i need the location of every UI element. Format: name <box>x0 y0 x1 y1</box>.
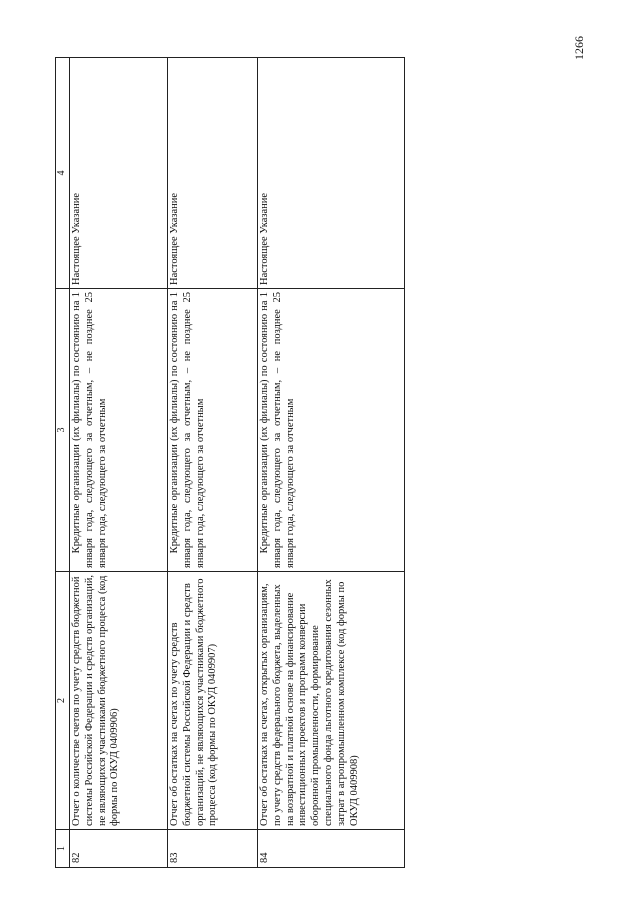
table-row <box>168 58 258 868</box>
report-title: Отчет об остатках на счетах, открытых организациям, по учету средств федерального бюджета, выделенных на возвратной и платной основе на финансирование инвестиционных проектов и программ конверсии оборонной промышленности, формирование специального фонда льготного кредитования сезонных затрат в агропромышленном комплексе (код формы по ОКУД 0409908) <box>258 572 405 830</box>
reporting-forms-table <box>55 57 405 868</box>
report-basis: Настоящее Указание <box>168 58 258 289</box>
report-terms: Кредитные организации (их филиалы) по состоянию на 1 января года, следующего за отчетным, – не позднее 25 января года, следующего за отчетным <box>70 289 168 572</box>
column-header-4: 4 <box>56 58 70 289</box>
table-row <box>70 58 168 868</box>
page-number: 1266 <box>572 36 586 60</box>
report-basis: Настоящее Указание <box>70 58 168 289</box>
report-terms: Кредитные организации (их филиалы) по состоянию на 1 января года, следующего за отчетным, – не позднее 25 января года, следующего за отчетным <box>258 289 405 572</box>
report-title: Отчет о количестве счетов по учету средств бюджетной системы Российской Федерации и средств организаций, не являющихся участниками бюджетного процесса (код формы по ОКУД 0409906) <box>70 572 168 830</box>
column-header-3: 3 <box>56 289 70 572</box>
column-header-2: 2 <box>56 572 70 830</box>
row-number: 82 <box>70 830 168 868</box>
row-number: 83 <box>168 830 258 868</box>
table-row <box>258 58 405 868</box>
report-terms: Кредитные организации (их филиалы) по состоянию на 1 января года, следующего за отчетным, – не позднее 25 января года, следующего за отчетным <box>168 289 258 572</box>
rotated-table-container <box>55 58 405 868</box>
column-header-1: 1 <box>56 830 70 868</box>
row-number: 84 <box>258 830 405 868</box>
report-title: Отчет об остатках на счетах по учету средств бюджетной системы Российской Федерации и средств организаций, не являющихся участниками бюджетного процесса (код формы по ОКУД 0409907) <box>168 572 258 830</box>
header-row <box>56 58 70 868</box>
report-basis: Настоящее Указание <box>258 58 405 289</box>
